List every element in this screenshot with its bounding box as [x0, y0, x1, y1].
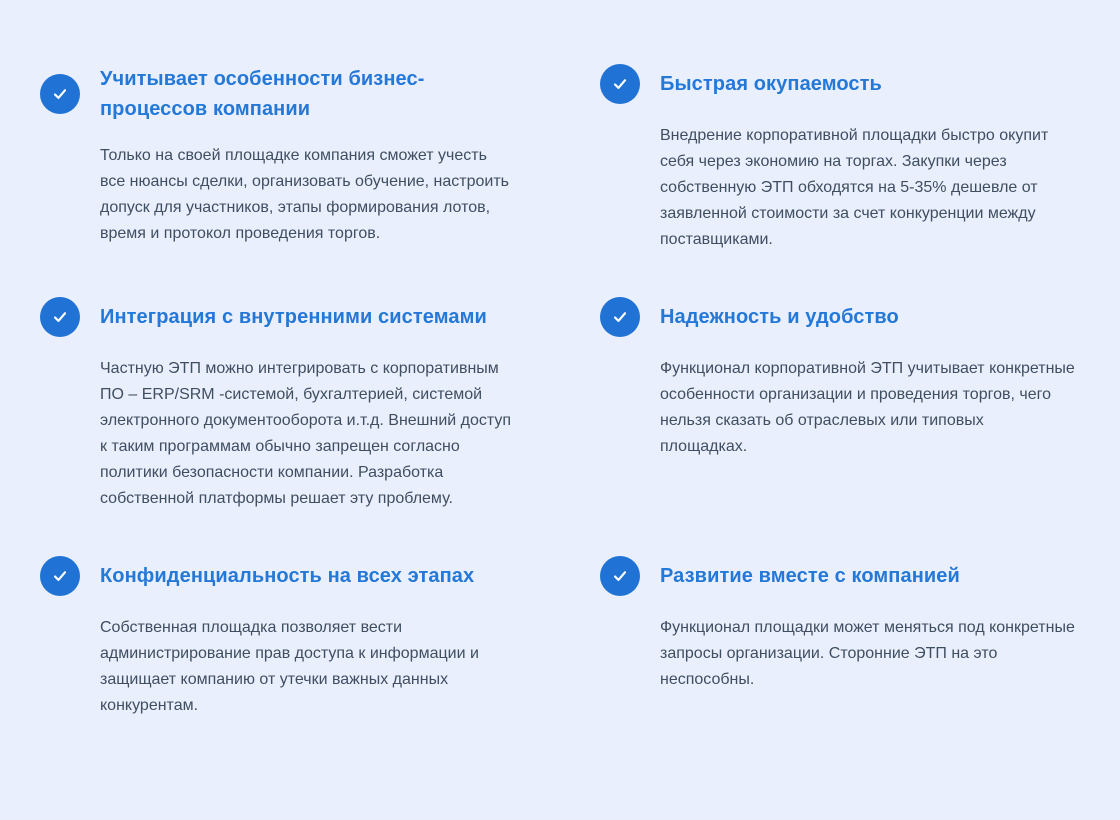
feature-header: [600, 297, 1075, 337]
feature-header: [600, 64, 1075, 104]
feature-title: Быстрая окупаемость: [660, 73, 882, 95]
check-icon: [600, 64, 640, 104]
check-icon: [40, 556, 80, 596]
feature-title: Интеграция с внутренними системами: [100, 306, 487, 328]
feature-description: Частную ЭТП можно интегрировать с корпоративным ПО – ERP/SRM -системой, бухгалтерией, системой электронного документооборота и.т.д. Внешний доступ к таким программам обычно запрещен согласно политики безопасности компании. Разработка собственной платформы решает эту проблему.: [100, 360, 512, 507]
feature-card-confidentiality: [40, 556, 515, 719]
feature-title: Развитие вместе с компанией: [660, 565, 960, 587]
feature-description: Только на своей площадке компания сможет учесть все нюансы сделки, организовать обучение, настроить допуск для участников, этапы формирования лотов, время и протокол проведения торгов.: [100, 147, 509, 242]
feature-description: Внедрение корпоративной площадки быстро окупит себя через экономию на торгах. Закупки через собственную ЭТП обходятся на 5-35% дешевле от заявленной стоимости за счет конкуренции между поставщиками.: [660, 127, 1049, 248]
feature-card-growth: [600, 556, 1075, 693]
check-icon: [40, 297, 80, 337]
check-icon: [600, 556, 640, 596]
feature-title: Надежность и удобство: [660, 306, 899, 328]
feature-card-business-processes: [40, 64, 515, 247]
feature-description: Функционал корпоративной ЭТП учитывает конкретные особенности организации и проведения торгов, чего нельзя сказать об отраслевых или типовых площадках.: [660, 360, 1075, 455]
feature-description: Собственная площадка позволяет вести администрирование прав доступа к информации и защищает компанию от утечки важных данных конкурентам.: [100, 619, 479, 714]
feature-header: [600, 556, 1075, 596]
feature-header: [40, 297, 515, 337]
feature-header: [40, 556, 515, 596]
feature-card-payback: [600, 64, 1075, 253]
feature-header: [40, 64, 515, 124]
check-icon: [40, 74, 80, 114]
feature-description: Функционал площадки может меняться под конкретные запросы организации. Сторонние ЭТП на это неспособны.: [660, 619, 1075, 688]
feature-card-reliability: [600, 297, 1075, 460]
check-icon: [600, 297, 640, 337]
feature-card-integration: [40, 297, 515, 512]
feature-title: Конфиденциальность на всех этапах: [100, 565, 475, 587]
feature-title: Учитывает особенности бизнес-процессов компании: [100, 68, 425, 120]
